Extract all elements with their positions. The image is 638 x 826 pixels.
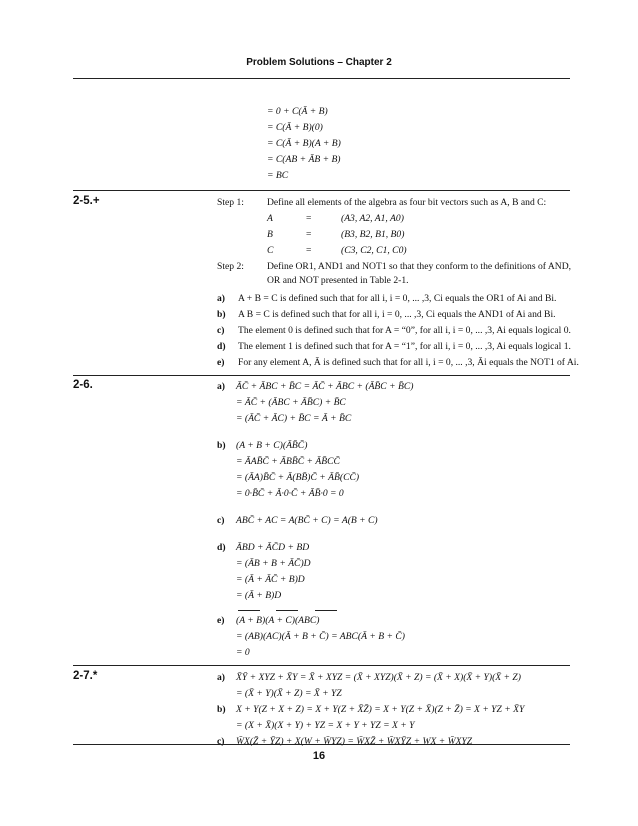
equation-line: = 0·B̄C̄ + Ā·0·C̄ + ĀB̄·0 = 0 bbox=[236, 488, 344, 499]
equation-line: = (ĀA)B̄C̄ + Ā(BB̄)C̄ + ĀB̄(CC̄) bbox=[236, 472, 360, 483]
step-label: Step 2: bbox=[217, 261, 244, 272]
equation-line: = 0 bbox=[236, 647, 250, 658]
page-number: 16 bbox=[312, 750, 326, 762]
item-label: e) bbox=[217, 357, 225, 368]
item-text: A B = C is defined such that for all i, i = 0, ... ,3, Ci equals the AND1 of Ai and Bi. bbox=[238, 309, 556, 320]
overbar-row bbox=[236, 603, 337, 615]
footer-rule bbox=[73, 744, 570, 745]
section-rule bbox=[73, 375, 570, 376]
page-header: Problem Solutions – Chapter 2 bbox=[246, 57, 392, 68]
equation-line: = (X̄ + Y)(X̄ + Z) = X̄ + YZ bbox=[236, 688, 342, 699]
equation-line: = ĀAB̄C̄ + ĀBB̄C̄ + ĀB̄CC̄ bbox=[236, 456, 340, 467]
part-label: a) bbox=[217, 381, 225, 392]
item-text: The element 1 is defined such that for A = “1”, for all i, i = 0, ... ,3, Ai equals logical 1. bbox=[238, 341, 571, 352]
part-label: d) bbox=[217, 542, 226, 553]
vector-value: (A3, A2, A1, A0) bbox=[341, 213, 404, 224]
problem-number: 2-5.+ bbox=[73, 195, 100, 207]
continuation-line: = 0 + C(Ā + B) bbox=[267, 106, 328, 117]
equation-line: = (X + X̄)(X + Y) + YZ = X + Y + YZ = X + Y bbox=[236, 720, 415, 731]
vector-name: B bbox=[267, 229, 273, 240]
section-rule bbox=[73, 665, 570, 666]
item-label: b) bbox=[217, 309, 226, 320]
vector-value: (B3, B2, B1, B0) bbox=[341, 229, 405, 240]
step-text: Define all elements of the algebra as four bit vectors such as A, B and C: bbox=[267, 197, 547, 208]
equation-line: = (Ā + ĀC̄ + B)D bbox=[236, 574, 305, 585]
equation-line: = ĀC̄ + (ĀBC + ĀB̄C) + B̄C bbox=[236, 397, 346, 408]
header-rule bbox=[73, 78, 570, 79]
vector-eq: = bbox=[306, 213, 312, 224]
continuation-line: = C(AB + ĀB + B) bbox=[267, 154, 341, 165]
item-text: A + B = C is defined such that for all i, i = 0, ... ,3, Ci equals the OR1 of Ai and Bi. bbox=[238, 293, 557, 304]
problem-number: 2-6. bbox=[73, 379, 93, 391]
equation-line: X̄Ȳ + XYZ + X̄Y = X̄ + XYZ = (X̄ + XYZ)(X̄ + Z) = (X̄ + X)(X̄ + Y)(X̄ + Z) bbox=[236, 672, 521, 683]
part-label: c) bbox=[217, 736, 225, 747]
section-rule bbox=[73, 190, 570, 191]
part-label: b) bbox=[217, 704, 226, 715]
part-label: a) bbox=[217, 672, 225, 683]
vector-value: (C3, C2, C1, C0) bbox=[341, 245, 407, 256]
item-text: For any element A, Ā is defined such that for all i, i = 0, ... ,3, Āi equals the NOT1 of Ai. bbox=[238, 357, 579, 368]
part-label: b) bbox=[217, 440, 226, 451]
vector-eq: = bbox=[306, 229, 312, 240]
continuation-line: = BC bbox=[267, 170, 289, 181]
equation-line: = (ĀC̄ + ĀC) + B̄C = Ā + B̄C bbox=[236, 413, 352, 424]
item-text: The element 0 is defined such that for A = “0”, for all i, i = 0, ... ,3, Ai equals logical 0. bbox=[238, 325, 571, 336]
equation-line: = (Ā + B)D bbox=[236, 590, 282, 601]
step-text: Define OR1, AND1 and NOT1 so that they conform to the definitions of AND, bbox=[267, 261, 572, 272]
equation-line: = (AB)(AC)(Ā + B + C̄) = ABC(Ā + B + C̄) bbox=[236, 631, 405, 642]
part-label: e) bbox=[217, 615, 225, 626]
equation-line: W̄X(Z̄ + ȲZ) + X(W + W̄YZ) = W̄XZ̄ + W̄XȲZ + WX + W̄XYZ bbox=[236, 736, 473, 747]
step-label: Step 1: bbox=[217, 197, 244, 208]
vector-eq: = bbox=[306, 245, 312, 256]
equation-line: ABC̄ + AC = A(BC̄ + C) = A(B + C) bbox=[236, 515, 378, 526]
equation-line: = (ĀB + B + ĀC̄)D bbox=[236, 558, 311, 569]
equation-line: (A + B + C)(ĀB̄C̄) bbox=[236, 440, 308, 451]
item-label: a) bbox=[217, 293, 225, 304]
vector-name: A bbox=[267, 213, 273, 224]
equation-line: ĀC̄ + ĀBC + B̄C = ĀC̄ + ĀBC + (ĀB̄C + B̄C) bbox=[236, 381, 414, 392]
equation-line: (A + B)(A + C)(ABC) bbox=[236, 615, 320, 626]
continuation-line: = C(Ā + B)(0) bbox=[267, 122, 323, 133]
part-label: c) bbox=[217, 515, 225, 526]
item-label: c) bbox=[217, 325, 225, 336]
vector-name: C bbox=[267, 245, 274, 256]
problem-number: 2-7.* bbox=[73, 670, 98, 682]
equation-line: ĀBD + ĀC̄D + BD bbox=[236, 542, 310, 553]
step-text: OR and NOT presented in Table 2-1. bbox=[267, 275, 409, 286]
continuation-line: = C(Ā + B)(A + B) bbox=[267, 138, 341, 149]
equation-line: X + Y(Z + X + Z) = X + Y(Z + X̄Z̄) = X + Y(Z + X̄)(Z + Z̄) = X + YZ + X̄Y bbox=[236, 704, 525, 715]
item-label: d) bbox=[217, 341, 226, 352]
